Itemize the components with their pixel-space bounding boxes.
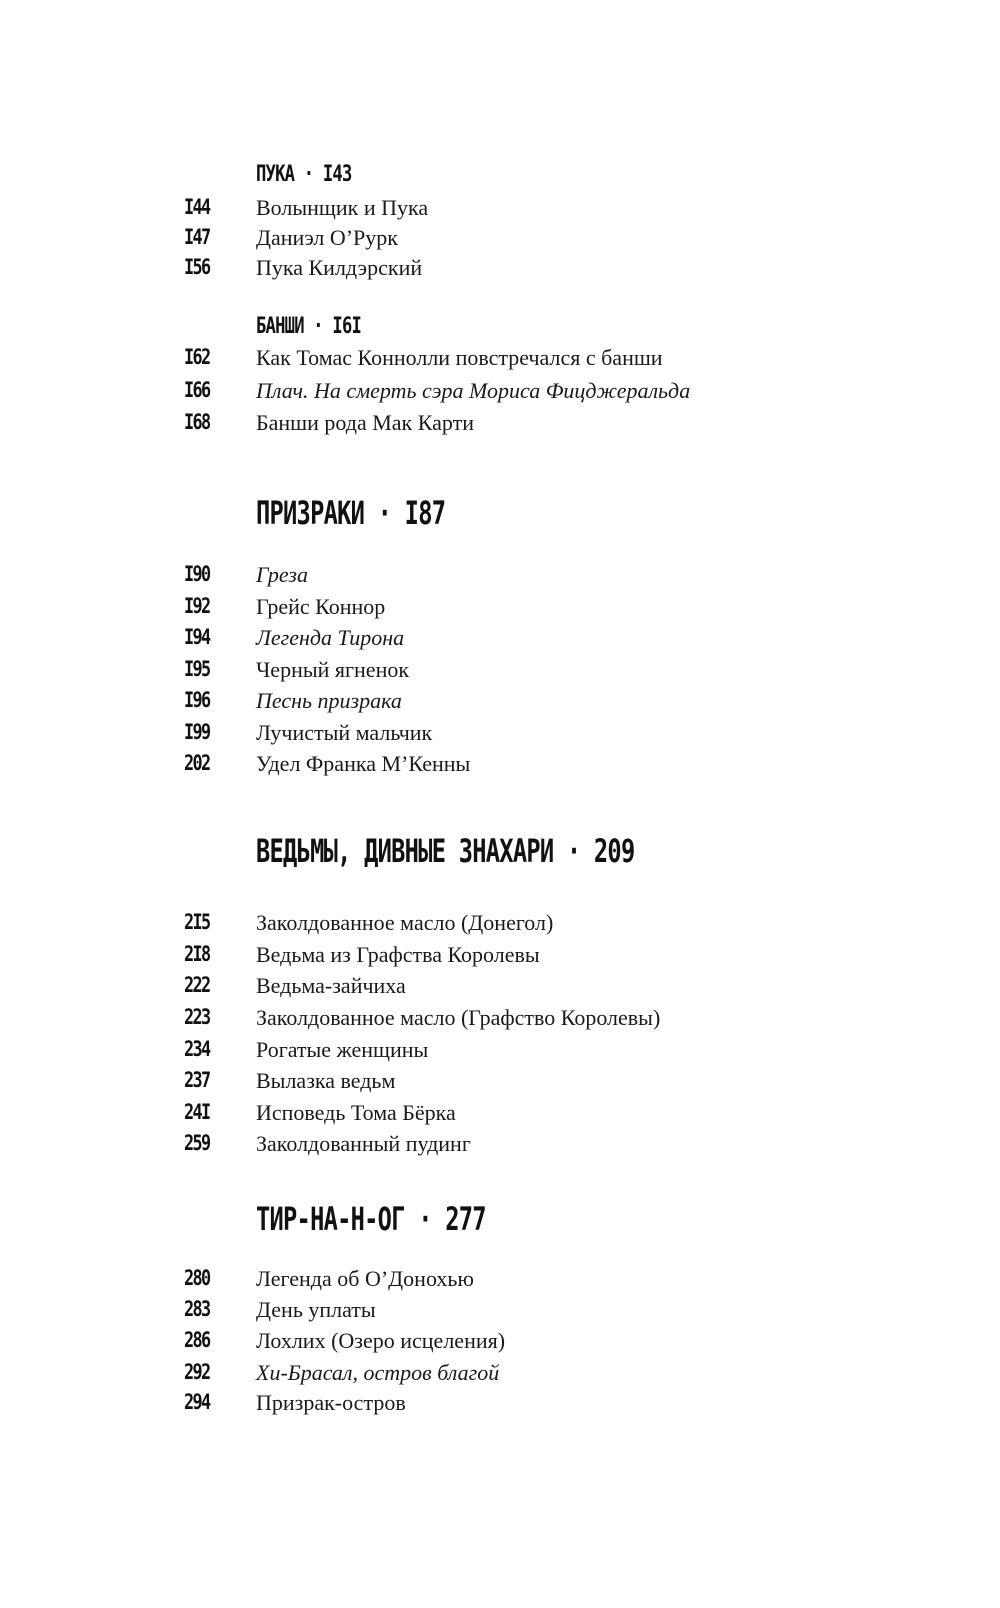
entry-title: День уплаты bbox=[256, 1297, 376, 1322]
entry-title: Ведьма из Графства Королевы bbox=[256, 942, 540, 967]
toc-entry bbox=[0, 910, 1000, 942]
entry-page-number: 280 bbox=[184, 1266, 210, 1290]
entry-title: Лучистый мальчик bbox=[256, 720, 433, 745]
section-heading: ПРИЗРАКИ · I87 bbox=[256, 494, 446, 532]
section-heading: ТИР-НА-Н-ОГ · 277 bbox=[256, 1200, 486, 1238]
entry-title: Вылазка ведьм bbox=[256, 1068, 396, 1093]
section-heading: БАНШИ · I6I bbox=[256, 314, 362, 339]
entry-title: Греза bbox=[256, 562, 308, 587]
section-heading: ВЕДЬМЫ, ДИВНЫЕ ЗНАХАРИ · 209 bbox=[256, 832, 635, 870]
entry-page-number: I68 bbox=[184, 410, 210, 434]
entry-page-number: 234 bbox=[184, 1037, 210, 1061]
entry-page-number: 283 bbox=[184, 1297, 210, 1321]
entry-title: Заколдованное масло (Донегол) bbox=[256, 910, 554, 935]
entry-page-number: I99 bbox=[184, 720, 210, 744]
entry-page-number: 222 bbox=[184, 973, 210, 997]
toc-entry bbox=[0, 688, 1000, 720]
entry-title: Песнь призрака bbox=[256, 688, 402, 713]
entry-title: Заколдованное масло (Графство Королевы) bbox=[256, 1005, 661, 1030]
entry-title: Лохлих (Озеро исцеления) bbox=[256, 1328, 506, 1353]
entry-title: Легенда Тирона bbox=[256, 625, 405, 650]
entry-title: Призрак-остров bbox=[256, 1390, 406, 1415]
toc-entry bbox=[0, 255, 1000, 287]
entry-page-number: I92 bbox=[184, 594, 210, 618]
toc-entry bbox=[0, 973, 1000, 1005]
entry-page-number: I94 bbox=[184, 625, 210, 649]
entry-title: Исповедь Тома Бёрка bbox=[256, 1100, 456, 1125]
entry-title: Рогатые женщины bbox=[256, 1037, 429, 1062]
entry-page-number: 202 bbox=[184, 751, 210, 775]
entry-page-number: I66 bbox=[184, 378, 210, 402]
entry-title: Волынщик и Пука bbox=[256, 195, 429, 220]
entry-title: Заколдованный пудинг bbox=[256, 1131, 471, 1156]
entry-title: Легенда об О’Донохью bbox=[256, 1266, 474, 1291]
entry-title: Пука Килдэрский bbox=[256, 255, 423, 280]
entry-page-number: 2I5 bbox=[184, 910, 210, 934]
toc-entry bbox=[0, 345, 1000, 377]
entry-title: Черный ягненок bbox=[256, 657, 410, 682]
entry-title: Банши рода Мак Карти bbox=[256, 410, 474, 435]
entry-page-number: 237 bbox=[184, 1068, 210, 1092]
entry-page-number: 286 bbox=[184, 1328, 210, 1352]
toc-entry bbox=[0, 625, 1000, 657]
entry-page-number: I44 bbox=[184, 195, 210, 219]
toc-entry bbox=[0, 751, 1000, 783]
entry-page-number: 24I bbox=[184, 1100, 210, 1124]
entry-page-number: I47 bbox=[184, 225, 210, 249]
toc-entry bbox=[0, 720, 1000, 752]
entry-page-number: I95 bbox=[184, 657, 210, 681]
toc-entry bbox=[0, 1297, 1000, 1329]
entry-page-number: I62 bbox=[184, 345, 210, 369]
entry-title: Как Томас Коннолли повстречался с банши bbox=[256, 345, 663, 370]
toc-entry bbox=[0, 1068, 1000, 1100]
entry-title: Даниэл О’Рурк bbox=[256, 225, 398, 250]
toc-entry bbox=[0, 1360, 1000, 1392]
toc-entry bbox=[0, 1037, 1000, 1069]
entry-page-number: I96 bbox=[184, 688, 210, 712]
entry-title: Грейс Коннор bbox=[256, 594, 386, 619]
toc-entry bbox=[0, 1390, 1000, 1422]
toc-entry bbox=[0, 1131, 1000, 1163]
entry-page-number: 292 bbox=[184, 1360, 210, 1384]
toc-entry bbox=[0, 410, 1000, 442]
toc-entry bbox=[0, 1100, 1000, 1132]
section-heading: ПУКА · I43 bbox=[256, 162, 352, 187]
toc-entry bbox=[0, 1005, 1000, 1037]
entry-page-number: I90 bbox=[184, 562, 210, 586]
toc-entry bbox=[0, 1266, 1000, 1298]
toc-entry bbox=[0, 594, 1000, 626]
entry-title: Плач. На смерть сэра Мориса Фицджеральда bbox=[256, 378, 691, 403]
entry-title: Удел Франка М’Кенны bbox=[256, 751, 471, 776]
entry-page-number: 294 bbox=[184, 1390, 210, 1414]
entry-page-number: 2I8 bbox=[184, 942, 210, 966]
toc-entry bbox=[0, 562, 1000, 594]
toc-entry bbox=[0, 195, 1000, 227]
entry-title: Хи-Брасал, остров благой bbox=[256, 1360, 500, 1385]
entry-title: Ведьма-зайчиха bbox=[256, 973, 406, 998]
toc-entry bbox=[0, 225, 1000, 257]
toc-entry bbox=[0, 942, 1000, 974]
entry-page-number: I56 bbox=[184, 255, 210, 279]
toc-entry bbox=[0, 657, 1000, 689]
toc-entry bbox=[0, 1328, 1000, 1360]
toc-entry bbox=[0, 378, 1000, 410]
entry-page-number: 259 bbox=[184, 1131, 210, 1155]
entry-page-number: 223 bbox=[184, 1005, 210, 1029]
